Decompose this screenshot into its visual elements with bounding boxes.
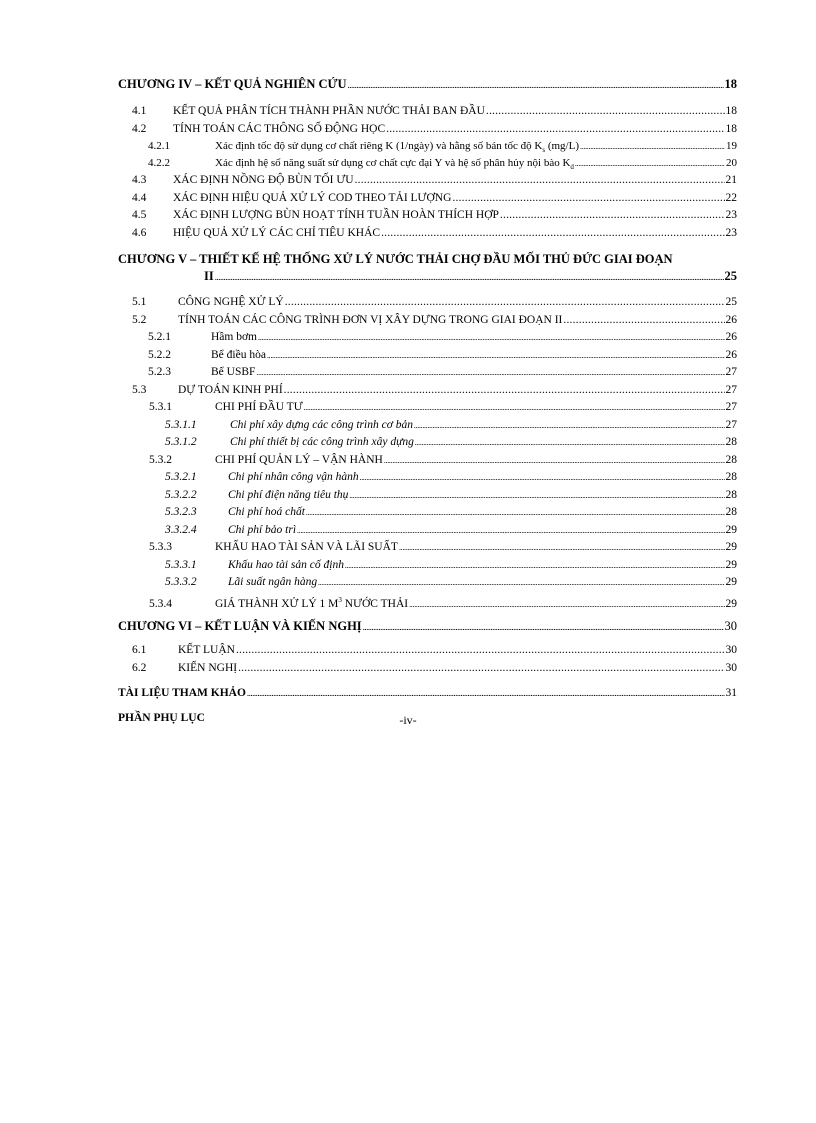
toc-title: Xác định hệ số năng suất sử dụng cơ chất cực đại Y và hệ số phân hủy nội bào $K_d$	[215, 157, 574, 172]
toc-leader	[297, 524, 724, 537]
toc-page: 29	[725, 524, 737, 536]
toc-entry-3-3-2-4[interactable]	[118, 524, 737, 537]
toc-title: CHƯƠNG VI – KẾT LUẬN VÀ KIẾN NGHỊ	[118, 619, 362, 633]
toc-entry-5-3-4[interactable]	[118, 594, 737, 611]
toc-entry-4-6[interactable]	[118, 227, 737, 240]
toc-title: Chi phí xây dựng các công trình cơ bản	[230, 419, 413, 431]
toc-references[interactable]	[118, 687, 737, 700]
toc-leader	[500, 209, 725, 222]
toc-page: 26	[725, 314, 737, 326]
toc-number: 6.2	[132, 662, 147, 674]
toc-entry-5-3-1[interactable]	[118, 401, 737, 414]
toc-page: 27	[725, 366, 737, 378]
toc-title: XÁC ĐỊNH LƯỢNG BÙN HOẠT TÍNH TUẦN HOÀN THÍCH HỢP	[173, 209, 499, 221]
toc-number: 4.4	[132, 192, 147, 204]
toc-leader	[349, 489, 724, 502]
toc-entry-4-2-1[interactable]	[118, 140, 737, 157]
toc-entry-4-1[interactable]	[118, 105, 737, 118]
toc-title: TÀI LIỆU THAM KHẢO	[118, 687, 246, 699]
toc-title: XÁC ĐỊNH NỒNG ĐỘ BÙN TỐI ƯU	[173, 174, 354, 186]
toc-entry-5-2-3[interactable]	[118, 366, 737, 379]
toc-number: 4.6	[132, 227, 147, 239]
toc-entry-4-2[interactable]	[118, 123, 737, 136]
toc-leader	[575, 157, 725, 170]
toc-entry-5-2-2[interactable]	[118, 349, 737, 362]
toc-title: CÔNG NGHỆ XỬ LÝ	[178, 296, 284, 308]
toc-entry-5-3[interactable]	[118, 384, 737, 397]
toc-title: Khấu hao tài sản cố định	[228, 559, 344, 571]
toc-page: 26	[725, 349, 737, 361]
toc-number: 4.1	[132, 105, 147, 117]
toc-page: 23	[725, 227, 737, 239]
toc-leader	[415, 436, 725, 449]
toc-title: KHẤU HAO TÀI SẢN VÀ LÃI SUẤT	[215, 541, 398, 553]
toc-number: 5.3.2.2	[165, 489, 197, 501]
toc-chapter-title-line-2	[118, 270, 737, 284]
toc-leader	[256, 366, 724, 379]
toc-title-continued: II	[204, 269, 214, 283]
toc-leader	[363, 620, 724, 634]
toc-page: 27	[725, 384, 737, 396]
toc-page: 28	[725, 471, 737, 483]
toc-page: 27	[725, 401, 737, 413]
toc-title: CHI PHÍ ĐẦU TƯ	[215, 401, 303, 413]
toc-entry-5-2-1[interactable]	[118, 331, 737, 344]
toc-leader	[306, 506, 725, 519]
toc-page: 21	[725, 174, 737, 186]
toc-leader	[386, 123, 724, 136]
toc-page: 30	[725, 644, 737, 656]
toc-number: 5.3.2.3	[165, 506, 197, 518]
toc-page: 26	[725, 331, 737, 343]
toc-chapter-iv[interactable]	[118, 78, 737, 92]
toc-page: 23	[725, 209, 737, 221]
toc-title: KẾT QUẢ PHÂN TÍCH THÀNH PHẦN NƯỚC THẢI BAN ĐẦU	[173, 105, 485, 117]
toc-title: CHƯƠNG V – THIẾT KẾ HỆ THỐNG XỬ LÝ NƯỚC THẢI CHỢ ĐẦU MỐI THỦ ĐỨC GIAI ĐOẠN	[118, 252, 673, 266]
toc-entry-5-1[interactable]	[118, 296, 737, 309]
toc-entry-5-2[interactable]	[118, 314, 737, 327]
toc-number: 5.3.1	[149, 401, 172, 413]
toc-page: 29	[725, 597, 737, 610]
toc-leader	[409, 598, 724, 611]
toc-title: CHƯƠNG IV – KẾT QUẢ NGHIÊN CỨU	[118, 77, 347, 91]
toc-leader	[486, 105, 725, 118]
toc-chapter-vi[interactable]	[118, 620, 737, 634]
toc-number: 5.3.1.2	[165, 436, 197, 448]
toc-leader	[267, 349, 725, 362]
toc-title: Lãi suất ngân hàng	[228, 576, 318, 588]
toc-page: 28	[725, 489, 737, 501]
toc-leader	[318, 576, 724, 589]
toc-title: Chi phí nhân công vận hành	[228, 471, 359, 483]
toc-leader	[355, 174, 725, 187]
toc-number: 4.5	[132, 209, 147, 221]
toc-entry-5-3-1-2[interactable]	[118, 436, 737, 449]
toc-title: KIẾN NGHỊ	[178, 662, 238, 674]
toc-leader	[414, 419, 725, 432]
toc-leader	[399, 541, 725, 554]
toc-number: 5.1	[132, 296, 147, 308]
toc-title: Xác định tốc độ sử dụng cơ chất riêng K (1/ngày) và hằng số bán tốc độ $K_s$ (mg/L)	[215, 140, 579, 155]
toc-title: HIỆU QUẢ XỬ LÝ CÁC CHỈ TIÊU KHÁC	[173, 227, 381, 239]
toc-number: 3.3.2.4	[165, 524, 197, 536]
toc-number: 5.2.1	[148, 331, 171, 343]
toc-entry-5-3-2-3[interactable]	[118, 506, 737, 519]
toc-entry-4-5[interactable]	[118, 209, 737, 222]
toc-leader	[580, 140, 725, 153]
toc-entry-5-3-2[interactable]	[118, 454, 737, 467]
toc-leader	[384, 454, 725, 467]
toc-page: 29	[725, 559, 737, 571]
toc-page: 31	[725, 687, 737, 699]
toc-page: 29	[725, 576, 737, 588]
toc-title: TÍNH TOÁN CÁC CÔNG TRÌNH ĐƠN VỊ XÂY DỰNG TRONG GIAI ĐOẠN II	[178, 314, 563, 326]
toc-leader	[381, 227, 724, 240]
toc-page: 29	[725, 541, 737, 553]
toc-title: Bể USBF	[211, 366, 256, 378]
toc-leader	[247, 687, 725, 700]
toc-page: 27	[725, 419, 737, 431]
toc-number: 4.2.2	[148, 157, 170, 169]
toc-title: Hầm bơm	[211, 331, 258, 343]
toc-title: TÍNH TOÁN CÁC THÔNG SỐ ĐỘNG HỌC	[173, 123, 386, 135]
toc-leader	[285, 296, 725, 309]
toc-chapter-v[interactable]	[118, 253, 737, 284]
toc-leader	[563, 314, 724, 327]
toc-entry-4-3[interactable]	[118, 174, 737, 187]
toc-title: Chi phí bảo trì	[228, 524, 297, 536]
toc-number: 5.3.3.1	[165, 559, 197, 571]
toc-chapter-title-line	[118, 253, 737, 266]
toc-number: 5.2.3	[148, 366, 171, 378]
toc-title: Bể điều hòa	[211, 349, 266, 361]
toc-number: 4.2.1	[148, 140, 170, 152]
toc-number: 5.3.2	[149, 454, 172, 466]
toc-entry-5-3-3-1[interactable]	[118, 559, 737, 572]
toc-page: 18	[725, 105, 737, 117]
toc-page: 20	[726, 157, 737, 169]
toc-leader	[452, 192, 724, 205]
toc-leader	[284, 384, 725, 397]
toc-page: 30	[724, 619, 737, 633]
toc-leader	[360, 471, 725, 484]
toc-page: 19	[726, 140, 737, 152]
toc-leader	[238, 662, 724, 675]
toc-leader	[304, 401, 725, 414]
toc-entry-4-2-2[interactable]	[118, 157, 737, 174]
toc-number: 5.3	[132, 384, 147, 396]
toc-number: 4.2	[132, 123, 147, 135]
toc-title: GIÁ THÀNH XỬ LÝ 1 $M^3$ NƯỚC THẢI	[215, 596, 409, 610]
page-number: -iv-	[399, 713, 417, 727]
toc-leader	[215, 270, 724, 284]
toc-number: 5.3.2.1	[165, 471, 197, 483]
toc-number: 5.3.4	[149, 597, 172, 610]
toc-page: 18	[725, 123, 737, 135]
toc-page: 18	[724, 77, 737, 91]
toc-leader	[236, 644, 725, 657]
toc-entry-5-3-3[interactable]	[118, 541, 737, 554]
toc-number: 6.1	[132, 644, 147, 656]
toc-number: 5.2	[132, 314, 147, 326]
toc-entry-5-3-3-2[interactable]	[118, 576, 737, 589]
toc-page: 28	[725, 436, 737, 448]
toc-page: 25	[725, 296, 737, 308]
toc-page: 22	[725, 192, 737, 204]
toc-leader	[345, 559, 725, 572]
toc-page: 28	[725, 454, 737, 466]
toc-title: CHI PHÍ QUẢN LÝ – VẬN HÀNH	[215, 454, 383, 466]
toc-title: XÁC ĐỊNH HIỆU QUẢ XỬ LÝ COD THEO TẢI LƯỢNG	[173, 192, 452, 204]
toc-entry-6-2[interactable]	[118, 662, 737, 675]
toc-number: 5.3.3	[149, 541, 172, 553]
toc-entry-4-4[interactable]	[118, 192, 737, 205]
toc-number: 5.3.1.1	[165, 419, 197, 431]
toc-title: DỰ TOÁN KINH PHÍ	[178, 384, 283, 396]
toc-number: 5.3.3.2	[165, 576, 197, 588]
toc-title: Chi phí thiết bị các công trình xây dựng	[230, 436, 414, 448]
toc-page: 25	[724, 269, 737, 283]
toc-number: 5.2.2	[148, 349, 171, 361]
toc-title: KẾT LUẬN	[178, 644, 235, 656]
toc-title: PHẦN PHỤ LỤC	[118, 712, 205, 724]
toc-page: 30	[725, 662, 737, 674]
toc-number: 4.3	[132, 174, 147, 186]
toc-entry-6-1[interactable]	[118, 644, 737, 657]
toc-entry-5-3-2-1[interactable]	[118, 471, 737, 484]
toc-entry-5-3-2-2[interactable]	[118, 489, 737, 502]
toc-entry-5-3-1-1[interactable]	[118, 419, 737, 432]
toc-page: 28	[725, 506, 737, 518]
toc-title: Chi phí điện năng tiêu thụ	[228, 489, 349, 501]
toc-leader	[258, 331, 724, 344]
toc-leader	[348, 78, 724, 92]
toc-title: Chi phí hoá chất	[228, 506, 305, 518]
